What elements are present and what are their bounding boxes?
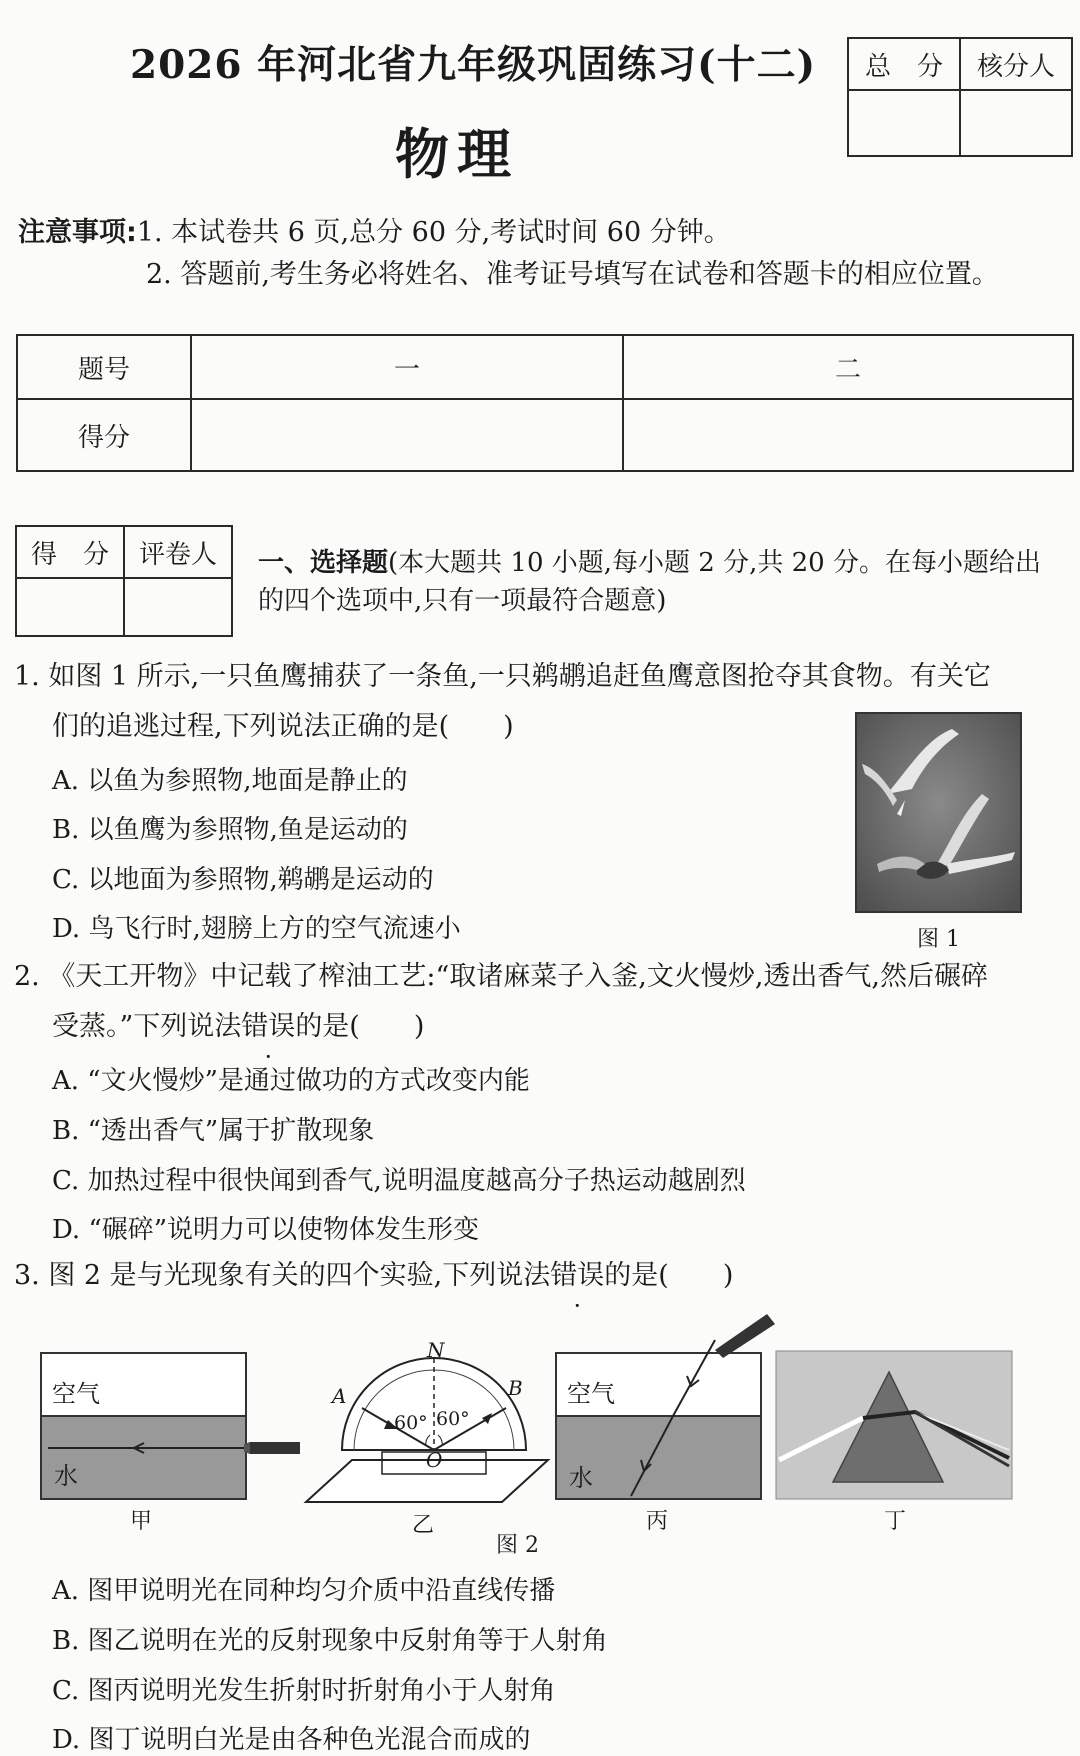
section-1-desc: (本大题共 10 小题,每小题 2 分,共 20 分。在每小题给出的四个选项中,只有一项最符合题意) <box>258 548 1041 616</box>
figure-2-yi-caption: 乙 <box>412 1513 435 1538</box>
q3-option-c: C. 图丙说明光发生折射时折射角小于人射角 <box>52 1676 556 1706</box>
q1-option-d: D. 鸟飞行时,翅膀上方的空气流速小 <box>52 914 461 944</box>
q2-option-d: D. “碾碎”说明力可以使物体发生形变 <box>52 1215 480 1245</box>
score-label: 得分 <box>17 399 191 471</box>
figure-2-ding-caption: 丁 <box>884 1509 907 1534</box>
figure-2-yi <box>302 1340 552 1508</box>
qnum-label: 题号 <box>17 335 191 399</box>
figure-2-jia <box>40 1352 247 1502</box>
jia-water-label: 水 <box>54 1462 78 1490</box>
q2-option-b: B. “透出香气”属于扩散现象 <box>52 1116 375 1146</box>
subject-title: 物理 <box>395 122 519 186</box>
q3-line-pre: 3. 图 2 是与光现象有关的四个实验,下列说法 <box>14 1260 551 1291</box>
yi-angle-left: 60° <box>394 1412 428 1434</box>
figure-2-bing <box>555 1310 785 1504</box>
section-grader-label: 评卷人 <box>124 526 232 578</box>
q2-line2 <box>52 1002 424 1052</box>
yi-a-label: A <box>332 1384 347 1408</box>
q1-line2: 们的追逃过程,下列说法正确的是( ) <box>52 711 514 742</box>
q2-line2-post: 的是( ) <box>295 1011 425 1042</box>
bing-water-label: 水 <box>569 1464 593 1492</box>
q1-option-b: B. 以鱼鹰为参照物,鱼是运动的 <box>52 815 408 845</box>
figure-2-jia-caption: 甲 <box>130 1509 153 1534</box>
figure-2-bing-caption: 丙 <box>646 1509 669 1534</box>
q1-line1: 1. 如图 1 所示,一只鱼鹰捕获了一条鱼,一只鹈鹕追赶鱼鹰意图抢夺其食物。有关它 <box>14 661 991 692</box>
jia-air-label: 空气 <box>52 1380 100 1408</box>
score-cell-1 <box>191 399 623 471</box>
figure-2-ding <box>775 1350 1015 1502</box>
exam-title: 2026 年河北省九年级巩固练习(十二) <box>130 42 817 88</box>
yi-b-label: B <box>508 1376 523 1400</box>
q2-option-a: A. “文火慢炒”是通过做功的方式改变内能 <box>52 1066 530 1096</box>
yi-normal-label: N <box>427 1338 445 1362</box>
q3-option-b: B. 图乙说明在光的反射现象中反射角等于人射角 <box>52 1626 608 1656</box>
figure-1-photo <box>855 712 1022 913</box>
q3-line <box>14 1251 733 1301</box>
q1-option-a: A. 以鱼为参照物,地面是静止的 <box>52 766 408 796</box>
q3-option-d: D. 图丁说明白光是由各种色光混合而成的 <box>52 1725 531 1755</box>
section-score-cell <box>16 578 124 636</box>
q3-option-a: A. 图甲说明光在同种均匀介质中沿直线传播 <box>52 1576 556 1606</box>
checker-label: 核分人 <box>960 38 1072 90</box>
section-1-heading <box>258 544 1058 620</box>
checker-cell <box>960 90 1072 156</box>
total-score-label: 总 分 <box>848 38 960 90</box>
yi-o-label: O <box>426 1448 443 1472</box>
q2-line2-pre: 受蒸。”下列说法 <box>52 1011 242 1042</box>
notice-item-1: 1. 本试卷共 6 页,总分 60 分,考试时间 60 分钟。 <box>136 217 731 248</box>
q3-line-post: 的是( ) <box>604 1260 734 1291</box>
q2-option-c: C. 加热过程中很快闻到香气,说明温度越高分子热运动越剧烈 <box>52 1166 746 1196</box>
total-score-box <box>847 37 1073 157</box>
bing-air-label: 空气 <box>567 1380 615 1408</box>
section-score-label: 得 分 <box>16 526 124 578</box>
qnum-2: 二 <box>623 335 1073 399</box>
q3-emphasis: 错误 <box>550 1260 605 1291</box>
question-score-table <box>16 334 1074 472</box>
notice-lead: 注意事项: <box>18 217 137 248</box>
section-score-box <box>15 525 233 637</box>
notice <box>18 212 999 296</box>
q1-option-c: C. 以地面为参照物,鹈鹕是运动的 <box>52 865 434 895</box>
score-cell-2 <box>623 399 1073 471</box>
q2-line1: 2. 《天工开物》中记载了榨油工艺:“取诸麻菜子入釜,文火慢炒,透出香气,然后碾碎 <box>14 961 988 992</box>
figure-2-caption: 图 2 <box>496 1533 539 1558</box>
qnum-1: 一 <box>191 335 623 399</box>
q2-emphasis: 错误 <box>241 1011 296 1042</box>
section-1-head: 一、选择题 <box>258 548 389 578</box>
notice-item-2: 2. 答题前,考生务必将姓名、准考证号填写在试卷和答题卡的相应位置。 <box>146 259 999 290</box>
total-score-cell <box>848 90 960 156</box>
yi-angle-right: 60° <box>436 1408 470 1430</box>
section-grader-cell <box>124 578 232 636</box>
figure-1-caption: 图 1 <box>917 927 960 952</box>
